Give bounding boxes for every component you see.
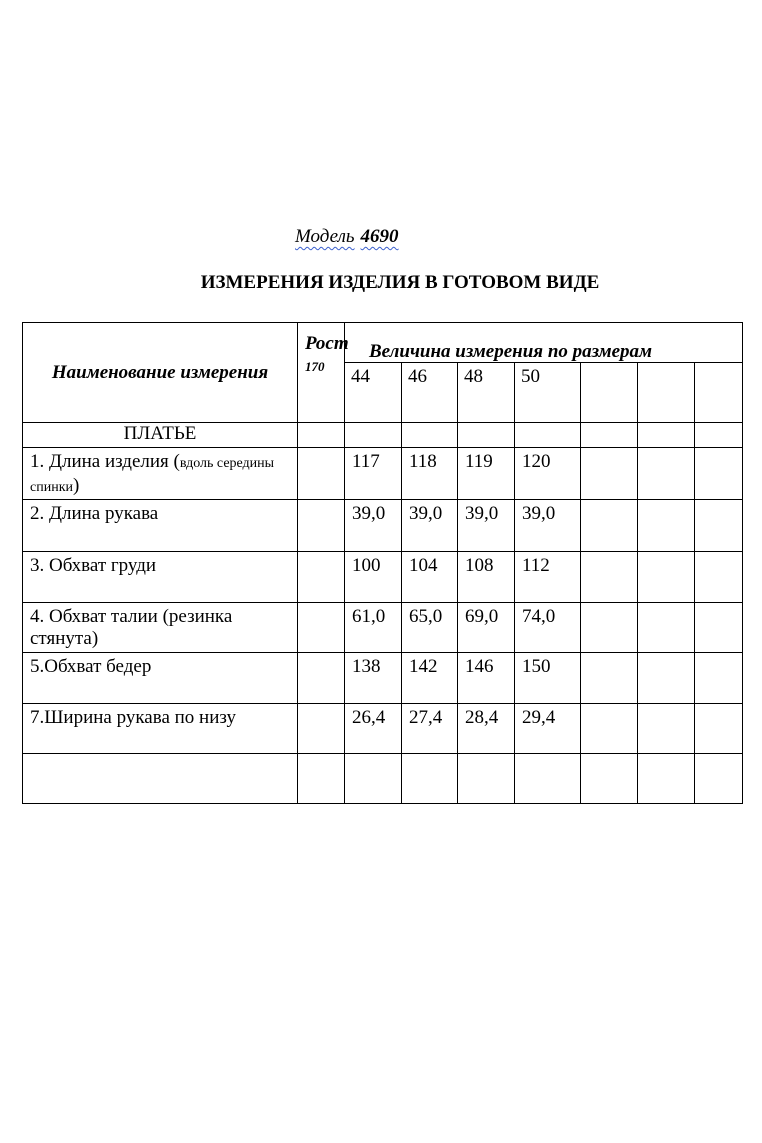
measurement-value: [695, 603, 743, 653]
measurement-value: 27,4: [402, 704, 458, 754]
measurement-value: 150: [515, 653, 581, 704]
measurement-name-text: 5.Обхват бедер: [30, 656, 152, 677]
measurement-name-text: 4. Обхват талии (резинка стянута): [30, 606, 233, 649]
empty-cell: [345, 423, 402, 448]
height-cell: [298, 500, 345, 552]
measurement-value: [638, 552, 695, 603]
measurement-value: 108: [458, 552, 515, 603]
measurement-value: 39,0: [345, 500, 402, 552]
measurement-value: [638, 754, 695, 804]
measurement-value: [458, 754, 515, 804]
measurement-value: [695, 754, 743, 804]
measurement-value: [695, 704, 743, 754]
measurement-value: [638, 704, 695, 754]
measurement-value: [402, 754, 458, 804]
name-column-header: Наименование измерения: [23, 323, 298, 423]
measurement-value: 39,0: [402, 500, 458, 552]
measurements-table: [22, 322, 743, 804]
measurement-value: [581, 704, 638, 754]
measurement-value: 138: [345, 653, 402, 704]
measurement-name: [23, 603, 298, 653]
measurement-value: [695, 653, 743, 704]
measurement-value: 118: [402, 448, 458, 500]
measurement-value: [695, 500, 743, 552]
measurement-name-text: 3. Обхват груди: [30, 555, 157, 576]
empty-cell: [638, 423, 695, 448]
measurement-name-text: 7.Ширина рукава по низу: [30, 707, 236, 728]
height-cell: [298, 448, 345, 500]
sizes-column-header: Величина измерения по размерам: [345, 323, 743, 363]
measurement-value: [581, 603, 638, 653]
measurement-value: 28,4: [458, 704, 515, 754]
measurement-value: 39,0: [458, 500, 515, 552]
measurement-value: 120: [515, 448, 581, 500]
measurement-value: 100: [345, 552, 402, 603]
table-row: [23, 603, 743, 653]
measurement-name: [23, 500, 298, 552]
empty-cell: [515, 423, 581, 448]
height-cell: [298, 653, 345, 704]
empty-cell: [695, 423, 743, 448]
size-header-cell: 50: [515, 363, 581, 423]
table-row: [23, 754, 743, 804]
measurement-value: [581, 448, 638, 500]
height-label: Рост: [305, 333, 349, 354]
table-row: [23, 704, 743, 754]
model-number: 4690: [360, 226, 399, 247]
size-header-cell: [581, 363, 638, 423]
table-row: [23, 653, 743, 704]
size-header-cell: 44: [345, 363, 402, 423]
measurement-value: 69,0: [458, 603, 515, 653]
measurement-name: [23, 448, 298, 500]
measurement-value: 39,0: [515, 500, 581, 552]
empty-cell: [581, 423, 638, 448]
height-cell: [298, 754, 345, 804]
measurement-value: [581, 653, 638, 704]
measurement-value: [515, 754, 581, 804]
size-header-cell: 46: [402, 363, 458, 423]
table-row: [23, 448, 743, 500]
size-header-cell: [638, 363, 695, 423]
measurement-value: 26,4: [345, 704, 402, 754]
empty-cell: [402, 423, 458, 448]
measurement-value: 119: [458, 448, 515, 500]
measurement-value: 74,0: [515, 603, 581, 653]
measurement-value: [638, 500, 695, 552]
measurement-name: [23, 704, 298, 754]
height-column-header: [298, 323, 349, 423]
size-header-cell: [695, 363, 743, 423]
measurement-value: 61,0: [345, 603, 402, 653]
measurement-name-note: вдоль середины спинки: [30, 456, 275, 495]
height-cell: [298, 552, 345, 603]
empty-cell: [298, 423, 345, 448]
table-row: [23, 552, 743, 603]
height-cell: [298, 603, 345, 653]
measurement-value: [638, 653, 695, 704]
measurement-value: [695, 448, 743, 500]
measurement-value: [638, 448, 695, 500]
measurement-value: 104: [402, 552, 458, 603]
measurement-value: 117: [345, 448, 402, 500]
height-value: 170: [305, 359, 325, 374]
measurement-value: 142: [402, 653, 458, 704]
measurement-name: [23, 754, 298, 804]
measurement-value: 29,4: [515, 704, 581, 754]
measurement-name: [23, 552, 298, 603]
measurement-name-text: 1. Длина изделия (: [30, 451, 180, 472]
measurement-name-text: 2. Длина рукава: [30, 503, 159, 524]
measurement-value: [345, 754, 402, 804]
model-label: [295, 226, 399, 248]
table-row: [23, 500, 743, 552]
height-cell: [298, 704, 345, 754]
size-header-cell: 48: [458, 363, 515, 423]
measurement-value: 146: [458, 653, 515, 704]
measurement-name: [23, 653, 298, 704]
measurement-value: 112: [515, 552, 581, 603]
measurement-value: [581, 552, 638, 603]
empty-cell: [458, 423, 515, 448]
section-title: ПЛАТЬЕ: [23, 423, 298, 448]
model-label-text: Модель: [295, 226, 355, 247]
measurement-value: [695, 552, 743, 603]
document-title: ИЗМЕРЕНИЯ ИЗДЕЛИЯ В ГОТОВОМ ВИДЕ: [200, 272, 600, 293]
measurement-value: 65,0: [402, 603, 458, 653]
measurement-value: [581, 500, 638, 552]
measurement-value: [638, 603, 695, 653]
measurement-value: [581, 754, 638, 804]
measurement-name-end: ): [72, 475, 80, 496]
